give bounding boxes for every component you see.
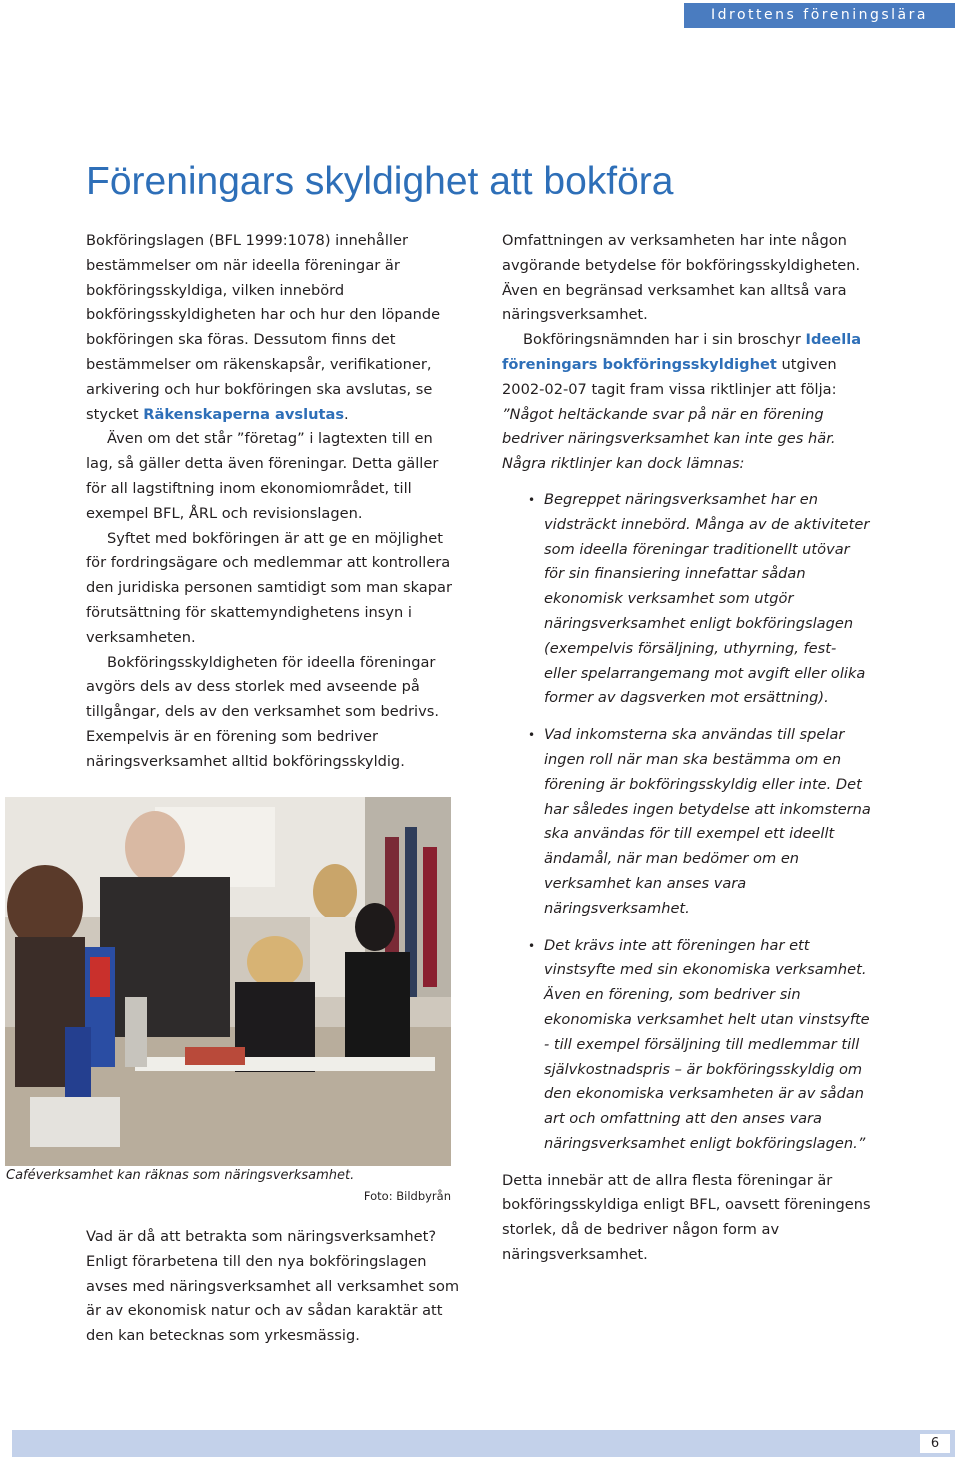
bullet-icon: • [528, 492, 536, 507]
bfn-text-a: Bokföringsnämnden har i sin broschyr [523, 331, 806, 349]
footer-bar [12, 1430, 955, 1457]
cafe-photo [5, 797, 451, 1166]
left-column [86, 229, 462, 775]
paragraph-bokforingsskyldighet: Bokföringsskyldigheten för ideella föreningar avgörs dels av dess storlek med avseende på tillgångar, dels av den verksamhet som bedrivs. Exempelvis är en förening som bedriver näringsverksamhet alltid bokföringsskyldig. [86, 653, 439, 770]
photo-caption: Caféverksamhet kan räknas som näringsverksamhet. [6, 1168, 355, 1183]
paragraph-bokforingsnamnden [502, 328, 872, 402]
paragraph-foretag: Även om det står ”företag” i lagtexten till en lag, så gäller detta även föreningar. Detta gäller för all lagstiftning inom ekonomiområdet, till exempel BFL, ÅRL och revisionslagen. [86, 430, 439, 522]
guideline-text: Begreppet näringsverksamhet har en vidsträckt innebörd. Många av de aktiviteter som ideella föreningar traditionellt utövar för sin finansiering innefattar sådan ekonomisk verksamhet som utgör näringsverksamhet enligt bokföringslagen (exempelvis försäljning, uthyrning, fest- eller spelarrangemang mot avgift eller olika former av dagsverken mot ersättning). [544, 490, 870, 707]
intro-end: . [344, 405, 349, 423]
broschyr-link[interactable]: Ideella föreningars bokföringsskyldighet [502, 331, 862, 373]
list-item [502, 488, 872, 711]
guideline-text: Vad inkomsterna ska användas till spelar ingen roll när man ska bestämma om en förening är bokföringsskyldig eller inte. Det har således ingen betydelse att inkomsterna ska användas för till exempel ett ideellt ändamål, när man bedömer om en verksamhet kan anses vara näringsverksamhet. [544, 726, 871, 917]
paragraph-syftet: Syftet med bokföringen är att ge en möjlighet för fordringsägare och medlemmar att kontrollera den juridiska personen samtidigt som man skapar förutsättning för skattemyndighetens insyn i verksamheten. [86, 529, 452, 646]
bfn-text-b: utgiven 2002-02-07 tagit fram vissa riktlinjer att följa: [502, 355, 837, 398]
intro-text: Bokföringslagen (BFL 1999:1078) innehåller bestämmelser om när ideella föreningar är bokföringsskyldiga, vilken innebörd bokföringsskyldigheten har och hur den löpande bokföringen ska föras. Dessutom finns det bestämmelser om räkenskapsår, verifikationer, arkivering och hur bokföringen ska avslutas, se stycket [86, 232, 441, 423]
guideline-list [502, 488, 872, 1157]
paragraph-omfattning: Omfattningen av verksamheten har inte någon avgörande betydelse för bokföringsskyldigheten. Även en begränsad verksamhet kan alltså vara näringsverksamhet. [502, 232, 861, 324]
cafe-photo-illustration [5, 797, 451, 1166]
paragraph-naringsverksamhet: Vad är då att betrakta som näringsverksamhet? Enligt förarbetena till den nya bokföringslagen avses med näringsverksamhet all verksamhet som är av ekonomisk natur och av sådan karaktär att den kan betecknas som yrkesmässig. [86, 1228, 460, 1345]
section-header-tab: Idrottens föreningslära [684, 3, 955, 28]
page-number: 6 [920, 1434, 950, 1453]
right-column [502, 229, 872, 1268]
list-item [502, 934, 872, 1157]
quote-intro: ”Något heltäckande svar på när en förening bedriver näringsverksamhet kan inte ges här. Några riktlinjer kan dock lämnas: [502, 405, 836, 473]
bullet-icon: • [528, 938, 536, 953]
left-bottom-column [86, 1225, 462, 1349]
page-title: Föreningars skyldighet att bokföra [86, 160, 674, 203]
guideline-text: Det krävs inte att föreningen har ett vinstsyfte med sin ekonomiska verksamhet. Även en förening, som bedriver sin ekonomiska verksamhet helt utan vinstsyfte - till exempel försäljning till medlemmar till självkostnadspris – är bokföringsskyldig om den ekonomiska verksamheten är av sådan art och omfattning att den anses vara näringsverksamhet enligt bokföringslagen.” [544, 936, 870, 1152]
paragraph-conclusion: Detta innebär att de allra flesta föreningar är bokföringsskyldiga enligt BFL, oavsett föreningens storlek, då de bedriver någon form av näringsverksamhet. [502, 1171, 871, 1264]
rakenskaperna-link[interactable]: Räkenskaperna avslutas [143, 405, 345, 423]
list-item [502, 723, 872, 921]
intro-paragraph [86, 229, 462, 427]
photo-credit: Foto: Bildbyrån [363, 1189, 451, 1203]
bullet-icon: • [528, 728, 536, 743]
